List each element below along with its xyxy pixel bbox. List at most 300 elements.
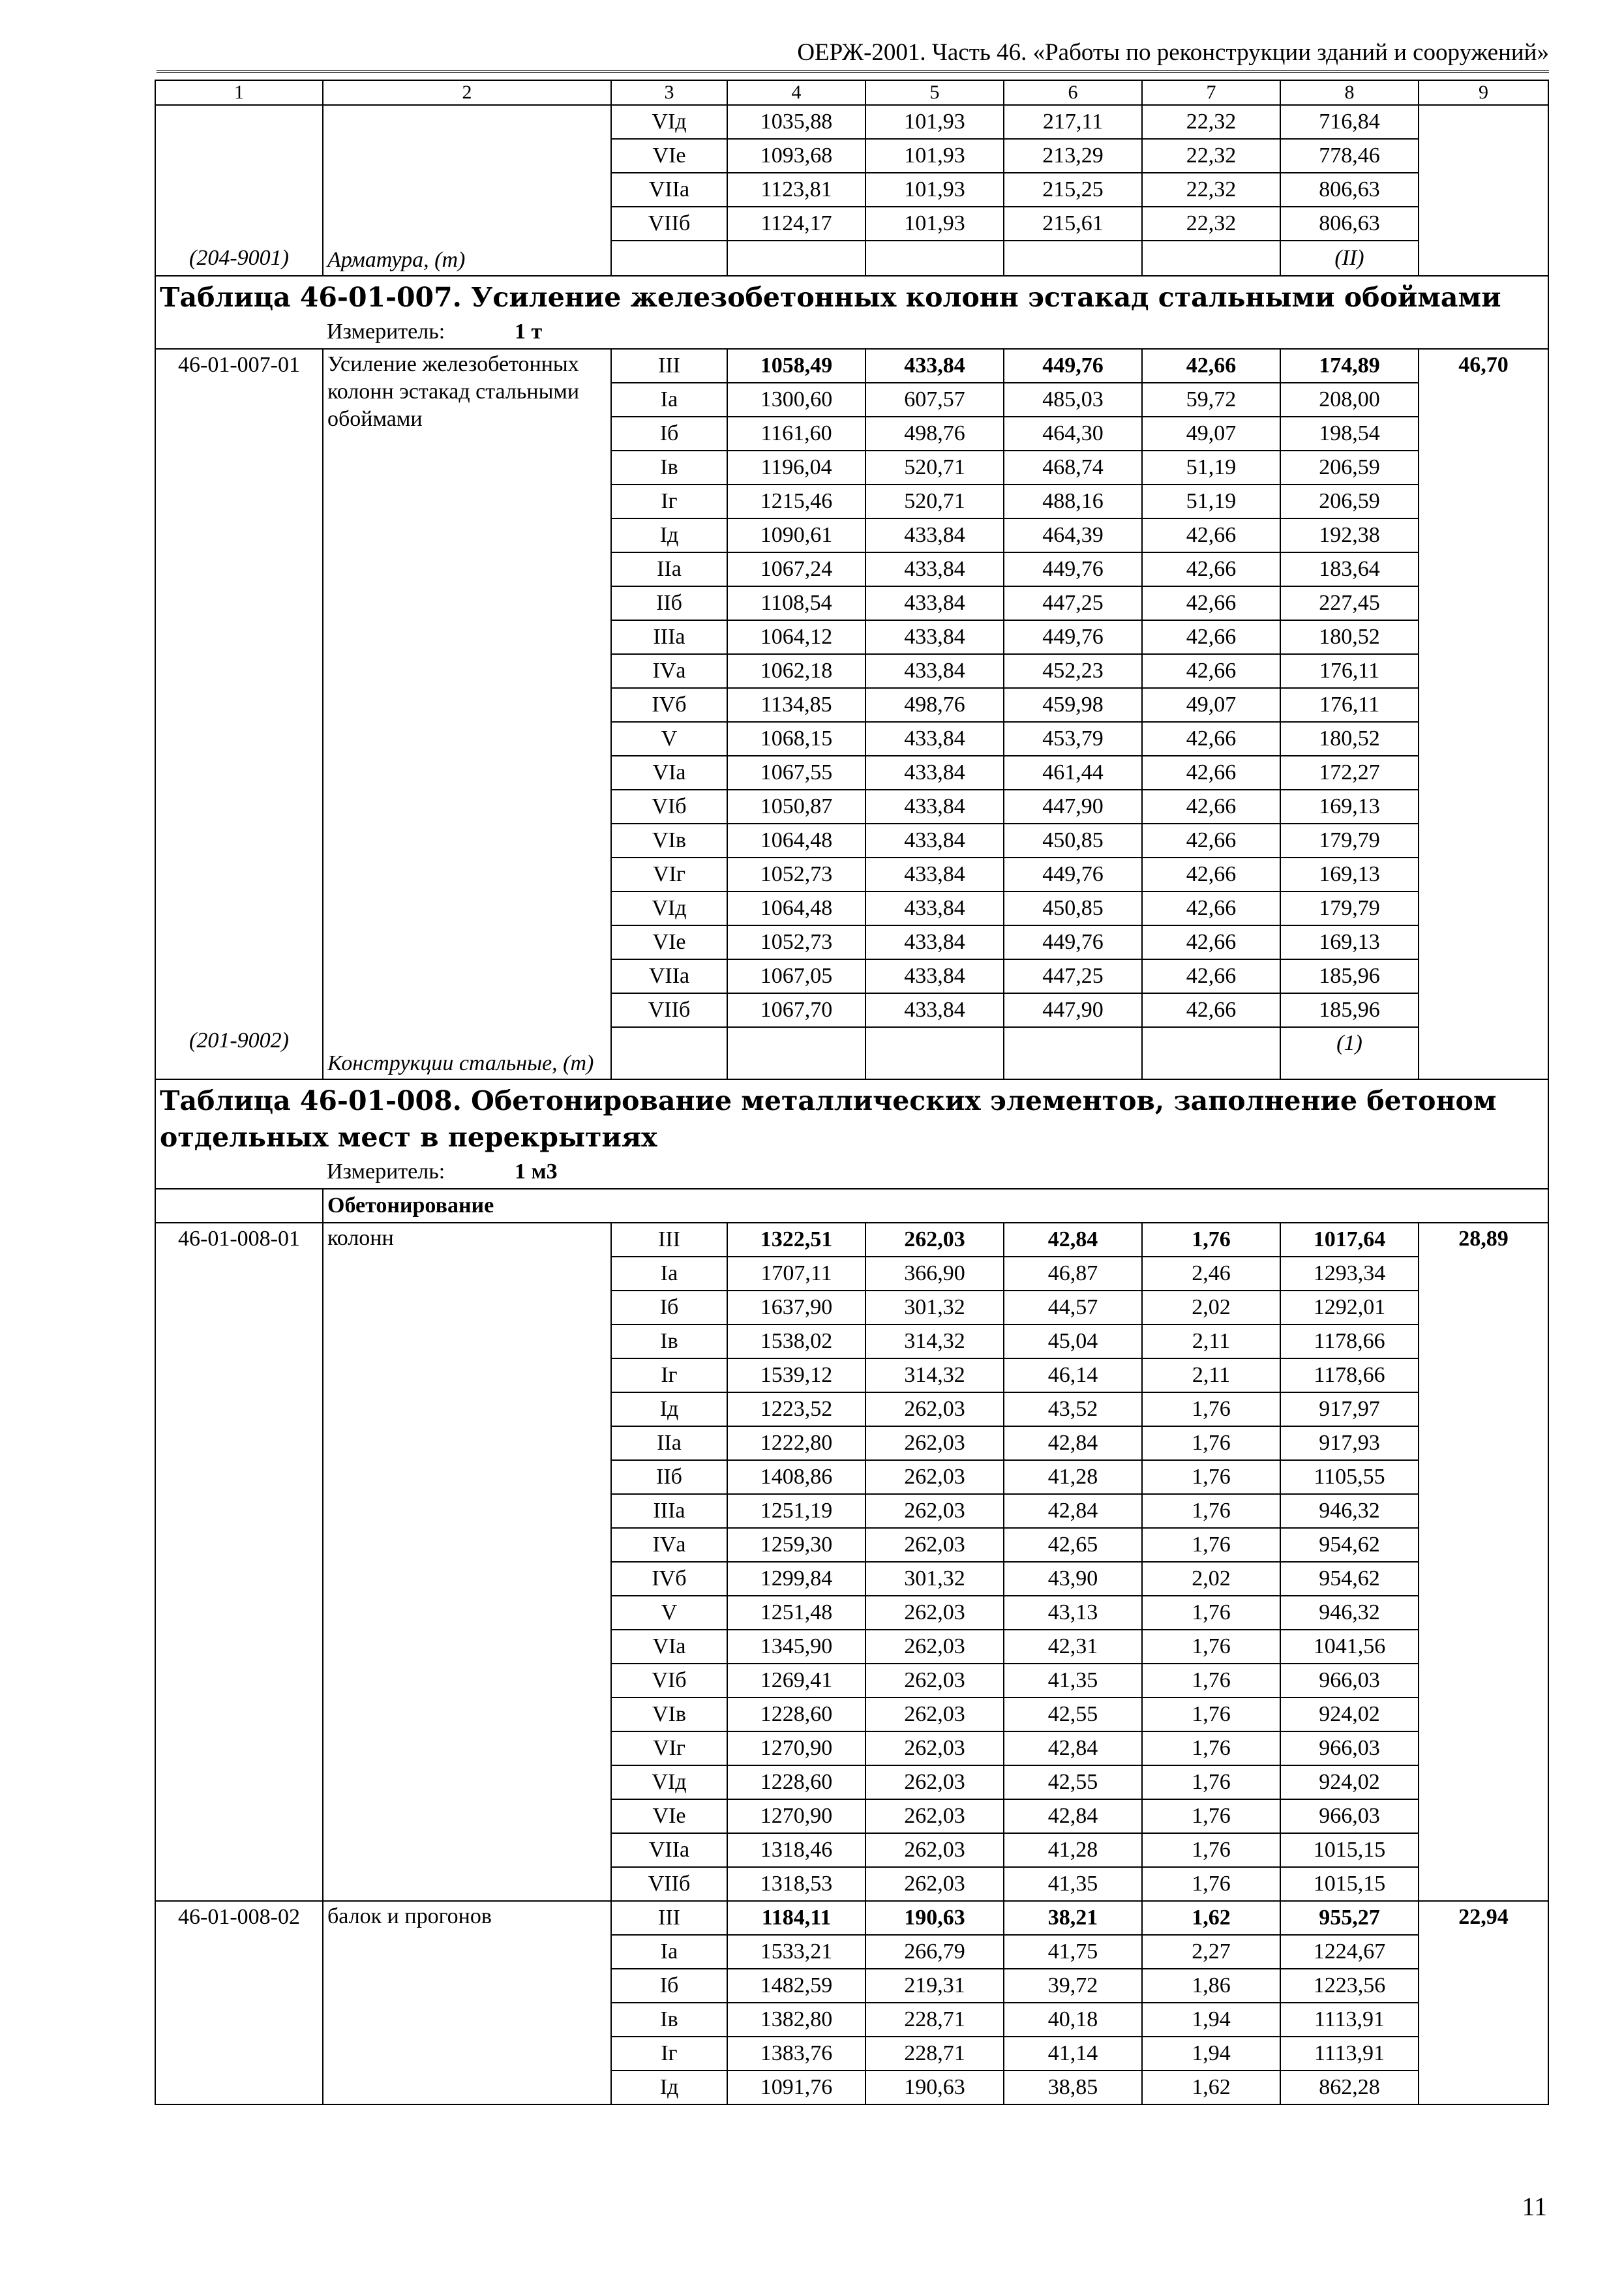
value-cell: 862,28 bbox=[1280, 2071, 1419, 2104]
value-cell: 433,84 bbox=[865, 756, 1004, 790]
value-cell: 447,25 bbox=[1004, 586, 1142, 620]
column-number: 8 bbox=[1280, 80, 1419, 105]
value-cell: 22,32 bbox=[1142, 207, 1280, 241]
value-cell: 179,79 bbox=[1280, 891, 1419, 925]
zone-cell: VIг bbox=[611, 858, 727, 891]
value-cell: 1707,11 bbox=[727, 1257, 865, 1291]
value-cell: 1067,55 bbox=[727, 756, 865, 790]
empty-cell bbox=[1142, 1027, 1280, 1079]
value-cell: 185,96 bbox=[1280, 993, 1419, 1027]
zone-cell: IIа bbox=[611, 552, 727, 586]
column-number: 4 bbox=[727, 80, 865, 105]
value-cell: 46,87 bbox=[1004, 1257, 1142, 1291]
value-cell: 1091,76 bbox=[727, 2071, 865, 2104]
value-cell: 42,84 bbox=[1004, 1731, 1142, 1765]
measure-row bbox=[155, 316, 1548, 349]
zone-cell: IVб bbox=[611, 688, 727, 722]
empty-cell bbox=[611, 241, 727, 276]
value-cell: 1105,55 bbox=[1280, 1460, 1419, 1494]
value-cell: 42,31 bbox=[1004, 1630, 1142, 1664]
value-cell: 2,27 bbox=[1142, 1935, 1280, 1969]
value-cell: 1015,15 bbox=[1280, 1833, 1419, 1867]
value-cell: 1,76 bbox=[1142, 1630, 1280, 1664]
value-cell: 42,66 bbox=[1142, 824, 1280, 858]
column-number: 9 bbox=[1419, 80, 1548, 105]
value-cell: 1090,61 bbox=[727, 518, 865, 552]
value-cell: 1035,88 bbox=[727, 105, 865, 139]
value-cell: 169,13 bbox=[1280, 858, 1419, 891]
value-cell: 262,03 bbox=[865, 1223, 1004, 1257]
value-cell: 520,71 bbox=[865, 485, 1004, 518]
value-cell: 433,84 bbox=[865, 959, 1004, 993]
column-number: 7 bbox=[1142, 80, 1280, 105]
value-cell: 1,62 bbox=[1142, 1901, 1280, 1935]
value-cell: 1093,68 bbox=[727, 139, 865, 173]
value-cell: 41,28 bbox=[1004, 1460, 1142, 1494]
zone-cell: Iд bbox=[611, 1392, 727, 1426]
empty-cell bbox=[611, 1027, 727, 1079]
value-cell: 2,46 bbox=[1142, 1257, 1280, 1291]
value-cell: 778,46 bbox=[1280, 139, 1419, 173]
zone-cell: Iд bbox=[611, 518, 727, 552]
value-cell: 301,32 bbox=[865, 1291, 1004, 1324]
value-cell: 42,66 bbox=[1142, 552, 1280, 586]
value-cell: 206,59 bbox=[1280, 485, 1419, 518]
value-cell: 1067,05 bbox=[727, 959, 865, 993]
zone-cell: VIе bbox=[611, 139, 727, 173]
value-cell: 464,39 bbox=[1004, 518, 1142, 552]
value-cell: 1113,91 bbox=[1280, 2003, 1419, 2037]
value-cell: 447,90 bbox=[1004, 790, 1142, 824]
value-cell: 1,76 bbox=[1142, 1528, 1280, 1562]
value-cell: 1,62 bbox=[1142, 2071, 1280, 2104]
zone-cell: VIIб bbox=[611, 207, 727, 241]
value-cell: 262,03 bbox=[865, 1630, 1004, 1664]
value-cell: 1215,46 bbox=[727, 485, 865, 518]
value-cell: 1539,12 bbox=[727, 1358, 865, 1392]
value-cell: 46,14 bbox=[1004, 1358, 1142, 1392]
value-cell: 924,02 bbox=[1280, 1698, 1419, 1731]
value-cell: 40,18 bbox=[1004, 2003, 1142, 2037]
zone-cell: Iа bbox=[611, 1935, 727, 1969]
value-cell: 433,84 bbox=[865, 518, 1004, 552]
value-cell: 42,66 bbox=[1142, 654, 1280, 688]
value-cell: 44,57 bbox=[1004, 1291, 1142, 1324]
value-cell: 215,61 bbox=[1004, 207, 1142, 241]
value-cell: 1058,49 bbox=[727, 349, 865, 383]
value-cell: 433,84 bbox=[865, 858, 1004, 891]
value-cell: 1318,53 bbox=[727, 1867, 865, 1901]
column-number: 1 bbox=[155, 80, 323, 105]
table-title-row bbox=[155, 276, 1548, 316]
value-cell: 169,13 bbox=[1280, 925, 1419, 959]
zone-cell: V bbox=[611, 1596, 727, 1630]
material-unit: (II) bbox=[1280, 241, 1419, 276]
zone-cell: VIд bbox=[611, 105, 727, 139]
value-cell: 461,44 bbox=[1004, 756, 1142, 790]
value-cell: 1178,66 bbox=[1280, 1358, 1419, 1392]
value-cell: 1064,48 bbox=[727, 824, 865, 858]
value-cell: 1637,90 bbox=[727, 1291, 865, 1324]
value-cell: 1108,54 bbox=[727, 586, 865, 620]
value-cell: 49,07 bbox=[1142, 688, 1280, 722]
value-cell: 1,76 bbox=[1142, 1867, 1280, 1901]
value-cell: 51,19 bbox=[1142, 451, 1280, 485]
measure-cell bbox=[155, 1156, 1548, 1189]
value-cell: 192,38 bbox=[1280, 518, 1419, 552]
table-title: Таблица 46-01-008. Обетонирование металлических элементов, заполнение бетоном отдельных мест в перекрытиях bbox=[155, 1079, 1548, 1156]
value-cell: 41,35 bbox=[1004, 1664, 1142, 1698]
empty-cell bbox=[727, 1027, 865, 1079]
value-cell: 101,93 bbox=[865, 105, 1004, 139]
value-cell: 433,84 bbox=[865, 790, 1004, 824]
value-cell: 1017,64 bbox=[1280, 1223, 1419, 1257]
value-cell: 314,32 bbox=[865, 1324, 1004, 1358]
value-cell: 1,76 bbox=[1142, 1765, 1280, 1799]
value-cell: 262,03 bbox=[865, 1765, 1004, 1799]
value-cell: 433,84 bbox=[865, 925, 1004, 959]
value-cell: 314,32 bbox=[865, 1358, 1004, 1392]
page-number: 11 bbox=[1522, 2192, 1547, 2221]
material-name: Арматура, (т) bbox=[323, 105, 611, 276]
labor-cost: 46,70 bbox=[1419, 349, 1548, 1079]
value-cell: 453,79 bbox=[1004, 722, 1142, 756]
value-cell: 2,02 bbox=[1142, 1291, 1280, 1324]
table-row bbox=[155, 349, 1548, 383]
value-cell: 262,03 bbox=[865, 1426, 1004, 1460]
value-cell: 101,93 bbox=[865, 207, 1004, 241]
value-cell: 449,76 bbox=[1004, 552, 1142, 586]
value-cell: 43,90 bbox=[1004, 1562, 1142, 1596]
value-cell: 433,84 bbox=[865, 824, 1004, 858]
zone-cell: Iв bbox=[611, 1324, 727, 1358]
value-cell: 2,02 bbox=[1142, 1562, 1280, 1596]
value-cell: 101,93 bbox=[865, 139, 1004, 173]
value-cell: 1538,02 bbox=[727, 1324, 865, 1358]
value-cell: 227,45 bbox=[1280, 586, 1419, 620]
measure-label: Измеритель: bbox=[327, 320, 445, 344]
value-cell: 172,27 bbox=[1280, 756, 1419, 790]
value-cell: 1318,46 bbox=[727, 1833, 865, 1867]
value-cell: 1,76 bbox=[1142, 1799, 1280, 1833]
value-cell: 38,85 bbox=[1004, 2071, 1142, 2104]
value-cell: 449,76 bbox=[1004, 620, 1142, 654]
labor-cost: 28,89 bbox=[1419, 1223, 1548, 1901]
value-cell: 966,03 bbox=[1280, 1799, 1419, 1833]
table-title: Таблица 46-01-007. Усиление железобетонных колонн эстакад стальными обоймами bbox=[155, 276, 1548, 316]
value-cell: 1,76 bbox=[1142, 1392, 1280, 1426]
value-cell: 1,76 bbox=[1142, 1731, 1280, 1765]
zone-cell: Iг bbox=[611, 2037, 727, 2071]
value-cell: 262,03 bbox=[865, 1664, 1004, 1698]
labor-cost: 22,94 bbox=[1419, 1901, 1548, 2104]
value-cell: 1293,34 bbox=[1280, 1257, 1419, 1291]
value-cell: 59,72 bbox=[1142, 383, 1280, 417]
zone-cell: IIб bbox=[611, 586, 727, 620]
zone-cell: IIа bbox=[611, 1426, 727, 1460]
item-code bbox=[155, 349, 323, 1079]
value-cell: 1,76 bbox=[1142, 1494, 1280, 1528]
value-cell: 262,03 bbox=[865, 1867, 1004, 1901]
table-row bbox=[155, 105, 1548, 139]
value-cell: 1228,60 bbox=[727, 1765, 865, 1799]
value-cell: 954,62 bbox=[1280, 1528, 1419, 1562]
value-cell: 1,86 bbox=[1142, 1969, 1280, 2003]
value-cell: 1015,15 bbox=[1280, 1867, 1419, 1901]
value-cell: 1,76 bbox=[1142, 1596, 1280, 1630]
value-cell: 42,66 bbox=[1142, 586, 1280, 620]
item-name: балок и прогонов bbox=[323, 1901, 611, 2104]
zone-cell: VIв bbox=[611, 824, 727, 858]
value-cell: 42,84 bbox=[1004, 1494, 1142, 1528]
material-name: Конструкции стальные, (т) bbox=[327, 1051, 594, 1075]
value-cell: 433,84 bbox=[865, 349, 1004, 383]
value-cell: 1322,51 bbox=[727, 1223, 865, 1257]
value-cell: 1259,30 bbox=[727, 1528, 865, 1562]
value-cell: 464,30 bbox=[1004, 417, 1142, 451]
value-cell: 174,89 bbox=[1280, 349, 1419, 383]
zone-cell: VIIа bbox=[611, 1833, 727, 1867]
value-cell: 262,03 bbox=[865, 1460, 1004, 1494]
value-cell: 468,74 bbox=[1004, 451, 1142, 485]
value-cell: 266,79 bbox=[865, 1935, 1004, 1969]
value-cell: 41,35 bbox=[1004, 1867, 1142, 1901]
value-cell: 366,90 bbox=[865, 1257, 1004, 1291]
value-cell: 485,03 bbox=[1004, 383, 1142, 417]
value-cell: 1050,87 bbox=[727, 790, 865, 824]
value-cell: 1124,17 bbox=[727, 207, 865, 241]
value-cell: 42,55 bbox=[1004, 1698, 1142, 1731]
value-cell: 301,32 bbox=[865, 1562, 1004, 1596]
value-cell: 1382,80 bbox=[727, 2003, 865, 2037]
value-cell: 433,84 bbox=[865, 891, 1004, 925]
value-cell: 1,76 bbox=[1142, 1698, 1280, 1731]
value-cell: 917,93 bbox=[1280, 1426, 1419, 1460]
value-cell: 1408,86 bbox=[727, 1460, 865, 1494]
measure-value: 1 т bbox=[515, 320, 543, 344]
zone-cell: VIг bbox=[611, 1731, 727, 1765]
zone-cell: III bbox=[611, 1223, 727, 1257]
value-cell: 190,63 bbox=[865, 2071, 1004, 2104]
value-cell: 2,11 bbox=[1142, 1324, 1280, 1358]
zone-cell: Iд bbox=[611, 2071, 727, 2104]
value-cell: 228,71 bbox=[865, 2037, 1004, 2071]
price-table bbox=[155, 80, 1549, 2105]
measure-value: 1 м3 bbox=[515, 1159, 558, 1184]
value-cell: 1292,01 bbox=[1280, 1291, 1419, 1324]
value-cell: 262,03 bbox=[865, 1833, 1004, 1867]
zone-cell: III bbox=[611, 1901, 727, 1935]
value-cell: 1,76 bbox=[1142, 1664, 1280, 1698]
value-cell: 1223,52 bbox=[727, 1392, 865, 1426]
value-cell: 42,65 bbox=[1004, 1528, 1142, 1562]
zone-cell: Iв bbox=[611, 2003, 727, 2037]
zone-cell: VIв bbox=[611, 1698, 727, 1731]
value-cell: 1299,84 bbox=[727, 1562, 865, 1596]
value-cell: 101,93 bbox=[865, 173, 1004, 207]
zone-cell: VIб bbox=[611, 790, 727, 824]
value-cell: 22,32 bbox=[1142, 105, 1280, 139]
value-cell: 1224,67 bbox=[1280, 1935, 1419, 1969]
value-cell: 1161,60 bbox=[727, 417, 865, 451]
value-cell: 1223,56 bbox=[1280, 1969, 1419, 2003]
value-cell: 1064,48 bbox=[727, 891, 865, 925]
zone-cell: Iб bbox=[611, 417, 727, 451]
table-row bbox=[155, 1901, 1548, 1935]
zone-cell: IVа bbox=[611, 654, 727, 688]
value-cell: 946,32 bbox=[1280, 1596, 1419, 1630]
value-cell: 208,00 bbox=[1280, 383, 1419, 417]
zone-cell: III bbox=[611, 349, 727, 383]
zone-cell: VIд bbox=[611, 891, 727, 925]
value-cell: 22,32 bbox=[1142, 139, 1280, 173]
value-cell: 806,63 bbox=[1280, 173, 1419, 207]
value-cell: 1,94 bbox=[1142, 2037, 1280, 2071]
value-cell: 39,72 bbox=[1004, 1969, 1142, 2003]
measure-label: Измеритель: bbox=[327, 1159, 445, 1184]
value-cell: 2,11 bbox=[1142, 1358, 1280, 1392]
measure-row bbox=[155, 1156, 1548, 1189]
value-cell: 42,66 bbox=[1142, 925, 1280, 959]
empty-cell bbox=[1004, 1027, 1142, 1079]
value-cell: 1269,41 bbox=[727, 1664, 865, 1698]
empty-cell bbox=[865, 1027, 1004, 1079]
value-cell: 41,75 bbox=[1004, 1935, 1142, 1969]
value-cell: 262,03 bbox=[865, 1596, 1004, 1630]
value-cell: 45,04 bbox=[1004, 1324, 1142, 1358]
value-cell: 49,07 bbox=[1142, 417, 1280, 451]
column-number-row bbox=[155, 80, 1548, 105]
measure-cell bbox=[155, 316, 1548, 349]
material-code: (204-9001) bbox=[155, 105, 323, 276]
value-cell: 1482,59 bbox=[727, 1969, 865, 2003]
zone-cell: Iа bbox=[611, 1257, 727, 1291]
value-cell: 447,25 bbox=[1004, 959, 1142, 993]
value-cell: 42,66 bbox=[1142, 858, 1280, 891]
value-cell: 217,11 bbox=[1004, 105, 1142, 139]
value-cell: 450,85 bbox=[1004, 824, 1142, 858]
value-cell: 41,14 bbox=[1004, 2037, 1142, 2071]
value-cell: 1,76 bbox=[1142, 1833, 1280, 1867]
value-cell: 1196,04 bbox=[727, 451, 865, 485]
zone-cell: VIIа bbox=[611, 959, 727, 993]
value-cell: 1251,48 bbox=[727, 1596, 865, 1630]
zone-cell: VIе bbox=[611, 925, 727, 959]
value-cell: 433,84 bbox=[865, 586, 1004, 620]
value-cell: 449,76 bbox=[1004, 349, 1142, 383]
value-cell: 42,66 bbox=[1142, 790, 1280, 824]
value-cell: 607,57 bbox=[865, 383, 1004, 417]
value-cell: 1067,24 bbox=[727, 552, 865, 586]
zone-cell: IIIа bbox=[611, 1494, 727, 1528]
value-cell: 198,54 bbox=[1280, 417, 1419, 451]
value-cell: 169,13 bbox=[1280, 790, 1419, 824]
value-cell: 38,21 bbox=[1004, 1901, 1142, 1935]
empty-cell bbox=[1004, 241, 1142, 276]
value-cell: 42,84 bbox=[1004, 1426, 1142, 1460]
zone-cell: V bbox=[611, 722, 727, 756]
zone-cell: VIIб bbox=[611, 993, 727, 1027]
value-cell: 498,76 bbox=[865, 417, 1004, 451]
zone-cell: VIIб bbox=[611, 1867, 727, 1901]
value-cell: 1178,66 bbox=[1280, 1324, 1419, 1358]
value-cell: 917,97 bbox=[1280, 1392, 1419, 1426]
item-code: 46-01-008-01 bbox=[155, 1223, 323, 1901]
value-cell: 213,29 bbox=[1004, 139, 1142, 173]
zone-cell: VIа bbox=[611, 1630, 727, 1664]
item-code-text: 46-01-007-01 bbox=[178, 353, 300, 377]
value-cell: 42,66 bbox=[1142, 518, 1280, 552]
zone-cell: Iа bbox=[611, 383, 727, 417]
value-cell: 1383,76 bbox=[727, 2037, 865, 2071]
value-cell: 946,32 bbox=[1280, 1494, 1419, 1528]
value-cell: 43,52 bbox=[1004, 1392, 1142, 1426]
value-cell: 433,84 bbox=[865, 552, 1004, 586]
value-cell: 42,66 bbox=[1142, 722, 1280, 756]
zone-cell: VIа bbox=[611, 756, 727, 790]
subheading: Обетонирование bbox=[323, 1189, 1548, 1223]
labor-cell bbox=[1419, 105, 1548, 276]
value-cell: 1113,91 bbox=[1280, 2037, 1419, 2071]
value-cell: 1270,90 bbox=[727, 1731, 865, 1765]
value-cell: 262,03 bbox=[865, 1731, 1004, 1765]
value-cell: 1134,85 bbox=[727, 688, 865, 722]
value-cell: 215,25 bbox=[1004, 173, 1142, 207]
value-cell: 955,27 bbox=[1280, 1901, 1419, 1935]
zone-cell: VIб bbox=[611, 1664, 727, 1698]
value-cell: 42,66 bbox=[1142, 993, 1280, 1027]
empty-cell bbox=[155, 1189, 323, 1223]
item-name-text: Усиление железобетонных колонн эстакад стальными обоймами bbox=[327, 352, 580, 431]
value-cell: 459,98 bbox=[1004, 688, 1142, 722]
material-unit: (1) bbox=[1280, 1027, 1419, 1079]
table-title-row bbox=[155, 1079, 1548, 1156]
value-cell: 1,76 bbox=[1142, 1426, 1280, 1460]
value-cell: 433,84 bbox=[865, 722, 1004, 756]
empty-cell bbox=[865, 241, 1004, 276]
value-cell: 262,03 bbox=[865, 1799, 1004, 1833]
zone-cell: IIIа bbox=[611, 620, 727, 654]
value-cell: 450,85 bbox=[1004, 891, 1142, 925]
value-cell: 433,84 bbox=[865, 654, 1004, 688]
value-cell: 190,63 bbox=[865, 1901, 1004, 1935]
value-cell: 228,71 bbox=[865, 2003, 1004, 2037]
value-cell: 1533,21 bbox=[727, 1935, 865, 1969]
value-cell: 1270,90 bbox=[727, 1799, 865, 1833]
value-cell: 1067,70 bbox=[727, 993, 865, 1027]
zone-cell: Iг bbox=[611, 1358, 727, 1392]
zone-cell: VIIа bbox=[611, 173, 727, 207]
value-cell: 1,76 bbox=[1142, 1223, 1280, 1257]
value-cell: 1123,81 bbox=[727, 173, 865, 207]
value-cell: 1300,60 bbox=[727, 383, 865, 417]
value-cell: 42,66 bbox=[1142, 756, 1280, 790]
value-cell: 966,03 bbox=[1280, 1731, 1419, 1765]
value-cell: 42,66 bbox=[1142, 620, 1280, 654]
value-cell: 1068,15 bbox=[727, 722, 865, 756]
zone-cell: Iв bbox=[611, 451, 727, 485]
value-cell: 180,52 bbox=[1280, 620, 1419, 654]
column-number: 2 bbox=[323, 80, 611, 105]
value-cell: 41,28 bbox=[1004, 1833, 1142, 1867]
value-cell: 433,84 bbox=[865, 620, 1004, 654]
column-number: 6 bbox=[1004, 80, 1142, 105]
zone-cell: VIе bbox=[611, 1799, 727, 1833]
value-cell: 1251,19 bbox=[727, 1494, 865, 1528]
value-cell: 447,90 bbox=[1004, 993, 1142, 1027]
table-row bbox=[155, 1223, 1548, 1257]
value-cell: 498,76 bbox=[865, 688, 1004, 722]
